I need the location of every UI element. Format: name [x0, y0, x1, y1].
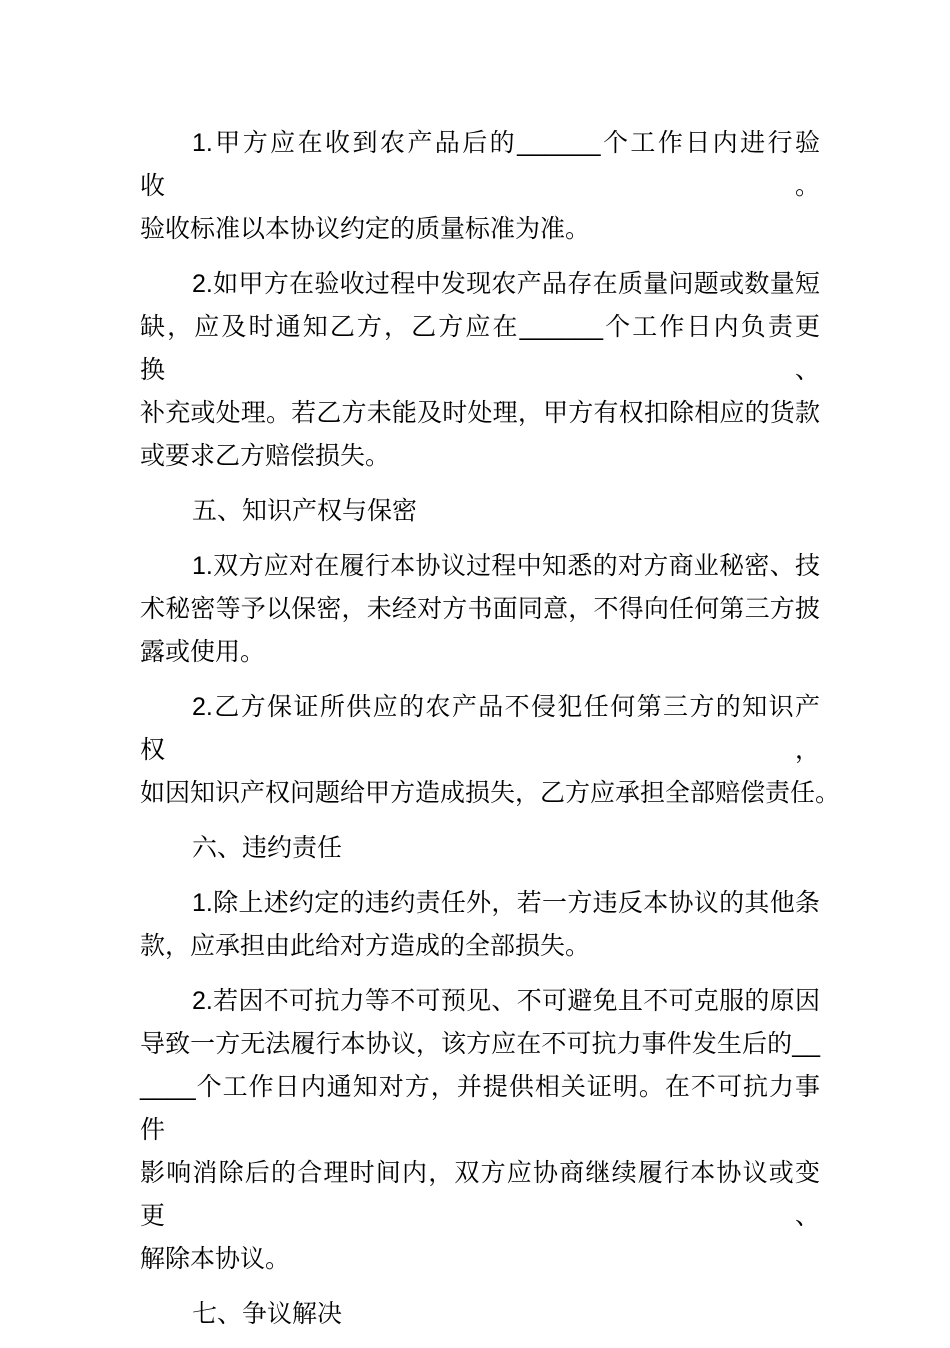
- text-line: 或要求乙方赔偿损失。: [140, 442, 391, 470]
- text-line: 如因知识产权问题给甲方造成损失，乙方应承担全部赔偿责任。: [140, 779, 841, 807]
- text-line: 术秘密等予以保密，未经对方书面同意，不得向任何第三方披: [140, 595, 820, 623]
- paragraph: [140, 686, 841, 815]
- text-line: 1.甲方应在收到农产品后的______个工作日内进行验收。: [140, 129, 820, 200]
- text-line: 验收标准以本协议约定的质量标准为准。: [140, 215, 591, 243]
- text-line: 导致一方无法履行本协议，该方应在不可抗力事件发生后的__: [140, 1030, 820, 1058]
- text-line: 六、违约责任: [192, 834, 343, 862]
- text-line: 七、争议解决: [192, 1300, 343, 1328]
- paragraph: [140, 545, 820, 674]
- text-line: 五、知识产权与保密: [192, 497, 418, 525]
- paragraph: [140, 122, 820, 251]
- text-line: 1.双方应对在履行本协议过程中知悉的对方商业秘密、技: [192, 552, 820, 580]
- text-line: 1.除上述约定的违约责任外，若一方违反本协议的其他条: [192, 889, 820, 917]
- text-line: 缺，应及时通知乙方，乙方应在______个工作日内负责更换、: [140, 313, 820, 384]
- paragraph: [140, 980, 820, 1281]
- text-line: 解除本协议。: [140, 1245, 291, 1273]
- text-line: 2.若因不可抗力等不可预见、不可避免且不可克服的原因: [192, 987, 820, 1015]
- text-line: ____个工作日内通知对方，并提供相关证明。在不可抗力事件: [140, 1073, 820, 1144]
- paragraph: [140, 882, 820, 968]
- text-line: 补充或处理。若乙方未能及时处理，甲方有权扣除相应的货款: [140, 399, 820, 427]
- section-heading: [140, 827, 820, 870]
- text-line: 影响消除后的合理时间内，双方应协商继续履行本协议或变更、: [140, 1159, 820, 1230]
- paragraph: [140, 263, 820, 478]
- text-line: 2.如甲方在验收过程中发现农产品存在质量问题或数量短: [192, 270, 820, 298]
- document-content: [140, 122, 841, 1348]
- text-line: 露或使用。: [140, 638, 266, 666]
- text-line: 2.乙方保证所供应的农产品不侵犯任何第三方的知识产权，: [140, 693, 820, 764]
- section-heading: [140, 490, 820, 533]
- section-heading: [140, 1293, 820, 1336]
- text-line: 款，应承担由此给对方造成的全部损失。: [140, 932, 591, 960]
